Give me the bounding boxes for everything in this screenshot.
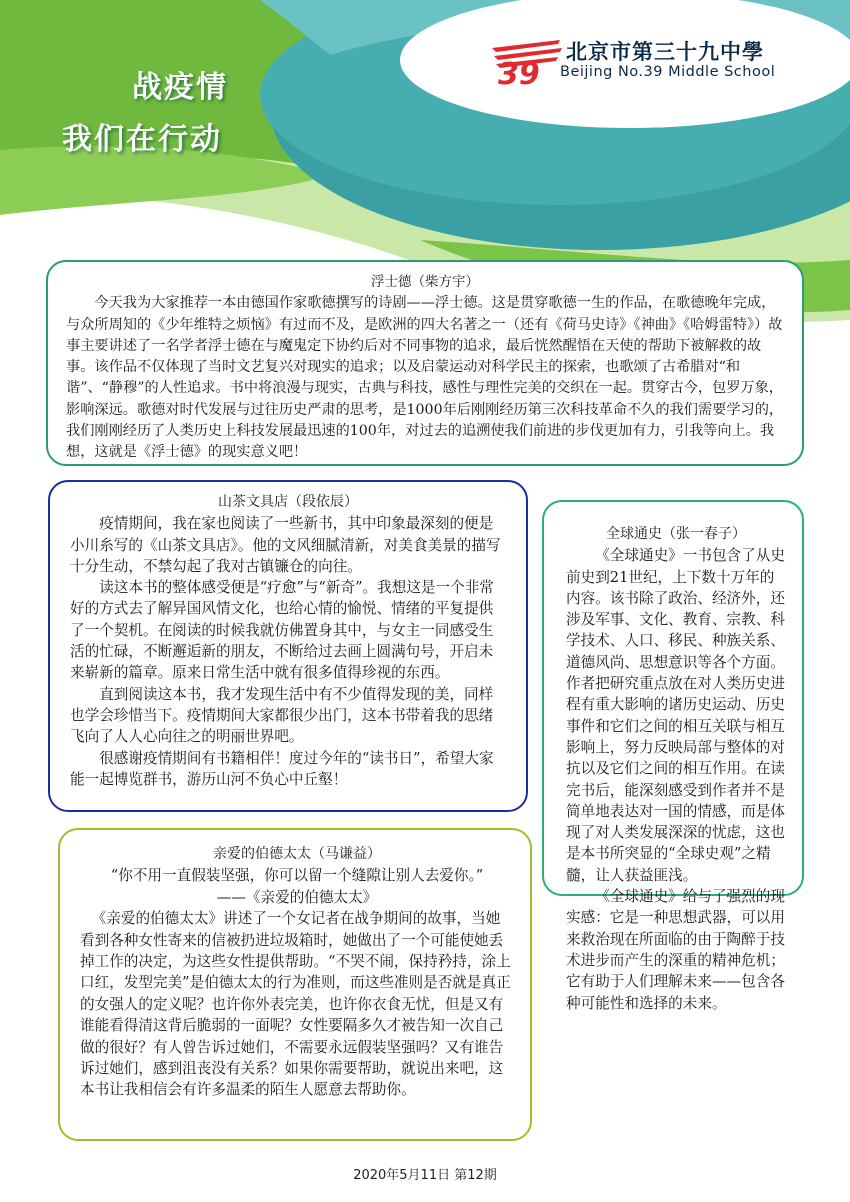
article-title: 亲爱的伯德太太（马谦益） xyxy=(213,846,381,862)
issue-footer: 2020年5月11日 第12期 xyxy=(353,1168,497,1183)
article-paragraph: 读这本书的整体感受便是“疗愈”与“新奇”。我想这是一个非常好的方式去了解异国风情文化，也给心情的愉悦、情绪的平复提供了一个契机。在阅读的时候我就仿佛置身其中，与女主一同感受生活的忙碌，不断邂逅新的朋友，不断给过去画上圆满句号，开启未来崭新的篇章。原来日常生活中就有很多值得珍视的东西。 xyxy=(70,579,494,682)
article-faust xyxy=(46,260,804,466)
article-quote: “你不用一直假装坚强，你可以留一个缝隙让别人去爱你。” xyxy=(110,867,484,885)
article-title: 全球通史（张一春子） xyxy=(606,526,746,542)
article-paragraph: 《亲爱的伯德太太》讲述了一个女记者在战争期间的故事，当她看到各种女性寄来的信被扔进垃圾箱时，她做出了一个可能使她丢掉工作的决定，为这些女性提供帮助。“不哭不闹，保持矜持，涂上口红，发型完美”是伯德太太的行为准则，而这些准则是否就是真正的女强人的定义呢？也许你外表完美，也许你衣食无忧，但是又有谁能看得清这背后脆弱的一面呢？女性要隔多久才被告知一次自己做的很好？有人曾告诉过她们，不需要永远假装坚强吗？又有谁告诉过她们，感到沮丧没有关系？如果你需要帮助，就说出来吧，这本书让我相信会有许多温柔的陌生人愿意去帮助你。 xyxy=(80,910,511,1099)
article-paragraph: 疫情期间，我在家也阅读了一些新书，其中印象最深刻的便是小川糸写的《山茶文具店》。他的文风细腻清新，对美食美景的描写十分生动，不禁勾起了我对古镇镰仓的向往。 xyxy=(70,515,501,575)
article-paragraph: 直到阅读这本书，我才发现生活中有不少值得发现的美，同样也学会珍惜当下。疫情期间大家都很少出门，这本书带着我的思绪飞向了人人心向往之的明丽世界吧。 xyxy=(70,685,494,746)
article-paragraph: 《全球通史》给与了强烈的现实感：它是一种思想武器，可以用来救治现在所面临的由于陶醉于技术进步而产生的深重的精神危机；它有助于人们理解未来——包含各种可能性和选择的未来。 xyxy=(566,888,785,1012)
school-emblem-icon xyxy=(488,30,564,90)
article-title: 山茶文具店（段依辰） xyxy=(218,494,358,510)
article-quote-source: ——《亲爱的伯德太太》 xyxy=(216,888,378,906)
school-emblem-number: 39 xyxy=(498,57,540,90)
article-paragraph: 今天我为大家推荐一本由德国作家歌德撰写的诗剧——浮士德。这是贯穿歌德一生的作品，在歌德晚年完成，与众所周知的《少年维特之烦恼》有过而不及，是欧洲的四大名著之一（还有《荷马史诗》《神曲》《哈姆雷特》）故事主要讲述了一名学者浮士德在与魔鬼定下协约后对不同事物的追求，最后恍然醒悟在天使的帮助下被解救的故事。该作品不仅体现了当时文艺复兴对现实的追求；以及启蒙运动对科学民主的探索，也歌颂了古希腊对“和谐”、“静穆”的人性追求。书中将浪漫与现实，古典与科技，感性与理性完美的交织在一起。贯穿古今，包罗万象，影响深远。歌德对时代发展与过往历史严肃的思考，是1000年后刚刚经历第三次科技革命不久的我们需要学习的，我们刚刚经历了人类历史上科技发展最迅速的100年，对过去的追溯使我们前进的步伐更加有力，引我等向上。我想，这就是《浮士德》的现实意义吧！ xyxy=(66,295,784,461)
article-title: 浮士德（柴方宇） xyxy=(371,274,479,290)
headline-line2: 我们在行动 xyxy=(62,122,222,157)
school-name-en: Beijing No.39 Middle School xyxy=(560,64,776,80)
article-paragraph: 《全球通史》一书包含了从史前史到21世纪，上下数十万年的内容。该书除了政治、经济外，还涉及军事、文化、教育、宗教、科学技术、人口、移民、种族关系、道德风尚、思想意识等各个方面。作者把研究重点放在对人类历史进程有重大影响的诸历史运动、历史事件和它们之间的相互关联与相互影响上，努力反映局部与整体的对抗以及它们之间的相互作用。在读完书后，能深刻感受到作者并不是简单地表达对一国的情感，而是体现了对人类发展深深的忧虑，这也是本书所突显的“全球史观”之精髓，让人获益匪浅。 xyxy=(566,547,785,884)
school-name-cn: 北京市第三十九中學 xyxy=(566,40,764,64)
article-paragraph: 很感谢疫情期间有书籍相伴！度过今年的“读书日”，希望大家能一起博览群书，游历山河不负心中丘壑！ xyxy=(70,749,494,788)
article-dear-mrs-bird xyxy=(58,828,532,1141)
article-global-history xyxy=(542,500,804,1012)
headline-line1: 战疫情 xyxy=(132,70,228,105)
school-logo xyxy=(488,30,818,90)
article-camellia-stationery xyxy=(48,480,528,812)
